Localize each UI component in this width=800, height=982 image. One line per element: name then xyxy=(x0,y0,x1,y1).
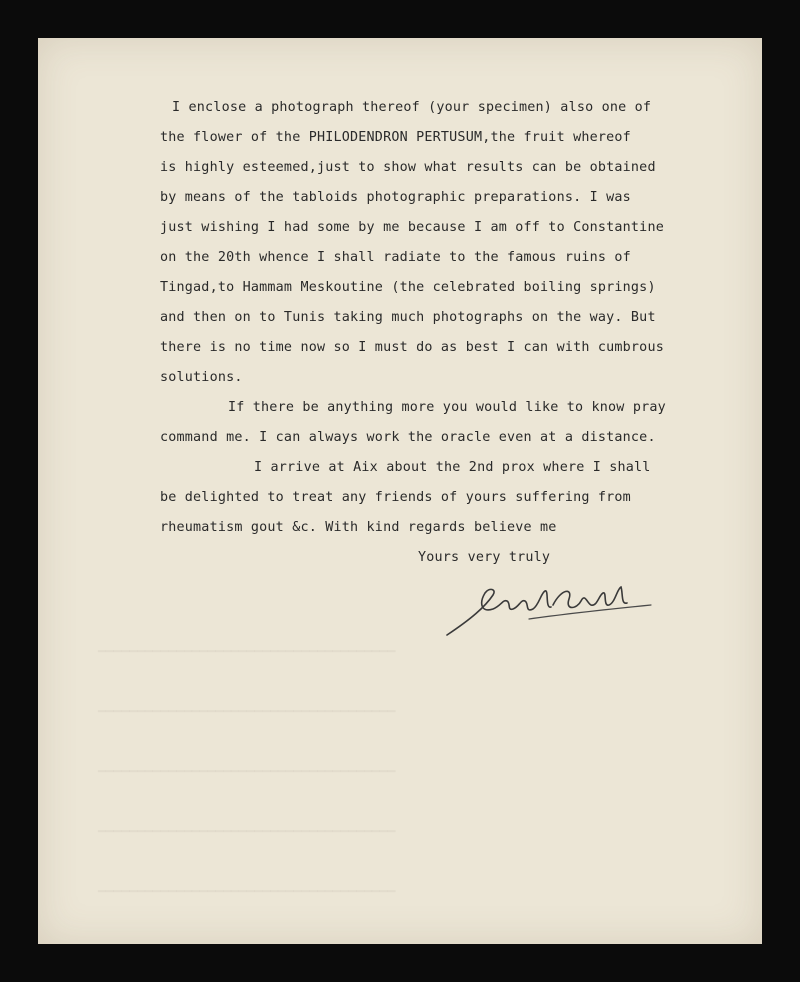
letter-sheet xyxy=(38,38,762,944)
letter-line: the flower of the PHILODENDRON PERTUSUM,the fruit whereof xyxy=(160,130,631,145)
letter-line: on the 20th whence I shall radiate to the famous ruins of xyxy=(160,250,631,265)
letter-line: just wishing I had some by me because I am off to Constantine xyxy=(160,220,664,235)
letter-line: If there be anything more you would like to know pray xyxy=(228,400,666,415)
show-through-texture: ▁▁▁▁▁▁▁▁▁▁▁▁▁▁▁▁▁▁▁▁▁▁▁▁▁▁▁▁▁▁▁▁▁▁▁▁▁▁ xyxy=(98,638,396,653)
letter-line: solutions. xyxy=(160,370,243,385)
letter-line: rheumatism gout &c. With kind regards believe me xyxy=(160,520,557,535)
letter-line: Tingad,to Hammam Meskoutine (the celebrated boiling springs) xyxy=(160,280,656,295)
signature-image xyxy=(441,579,661,639)
show-through-texture: ▁▁▁▁▁▁▁▁▁▁▁▁▁▁▁▁▁▁▁▁▁▁▁▁▁▁▁▁▁▁▁▁▁▁▁▁▁▁ xyxy=(98,878,396,893)
letter-line: I arrive at Aix about the 2nd prox where I shall xyxy=(254,460,651,475)
closing: Yours very truly xyxy=(418,550,551,565)
letter-line: command me. I can always work the oracle even at a distance. xyxy=(160,430,656,445)
letter-line: be delighted to treat any friends of yours suffering from xyxy=(160,490,631,505)
show-through-texture: ▁▁▁▁▁▁▁▁▁▁▁▁▁▁▁▁▁▁▁▁▁▁▁▁▁▁▁▁▁▁▁▁▁▁▁▁▁▁ xyxy=(98,758,396,773)
letter-line: is highly esteemed,just to show what results can be obtained xyxy=(160,160,656,175)
letter-line: there is no time now so I must do as best I can with cumbrous xyxy=(160,340,664,355)
letter-line: I enclose a photograph thereof (your specimen) also one of xyxy=(172,100,652,115)
letter-line: by means of the tabloids photographic preparations. I was xyxy=(160,190,631,205)
show-through-texture: ▁▁▁▁▁▁▁▁▁▁▁▁▁▁▁▁▁▁▁▁▁▁▁▁▁▁▁▁▁▁▁▁▁▁▁▁▁▁ xyxy=(98,698,396,713)
letter-line: and then on to Tunis taking much photographs on the way. But xyxy=(160,310,656,325)
show-through-texture: ▁▁▁▁▁▁▁▁▁▁▁▁▁▁▁▁▁▁▁▁▁▁▁▁▁▁▁▁▁▁▁▁▁▁▁▁▁▁ xyxy=(98,818,396,833)
